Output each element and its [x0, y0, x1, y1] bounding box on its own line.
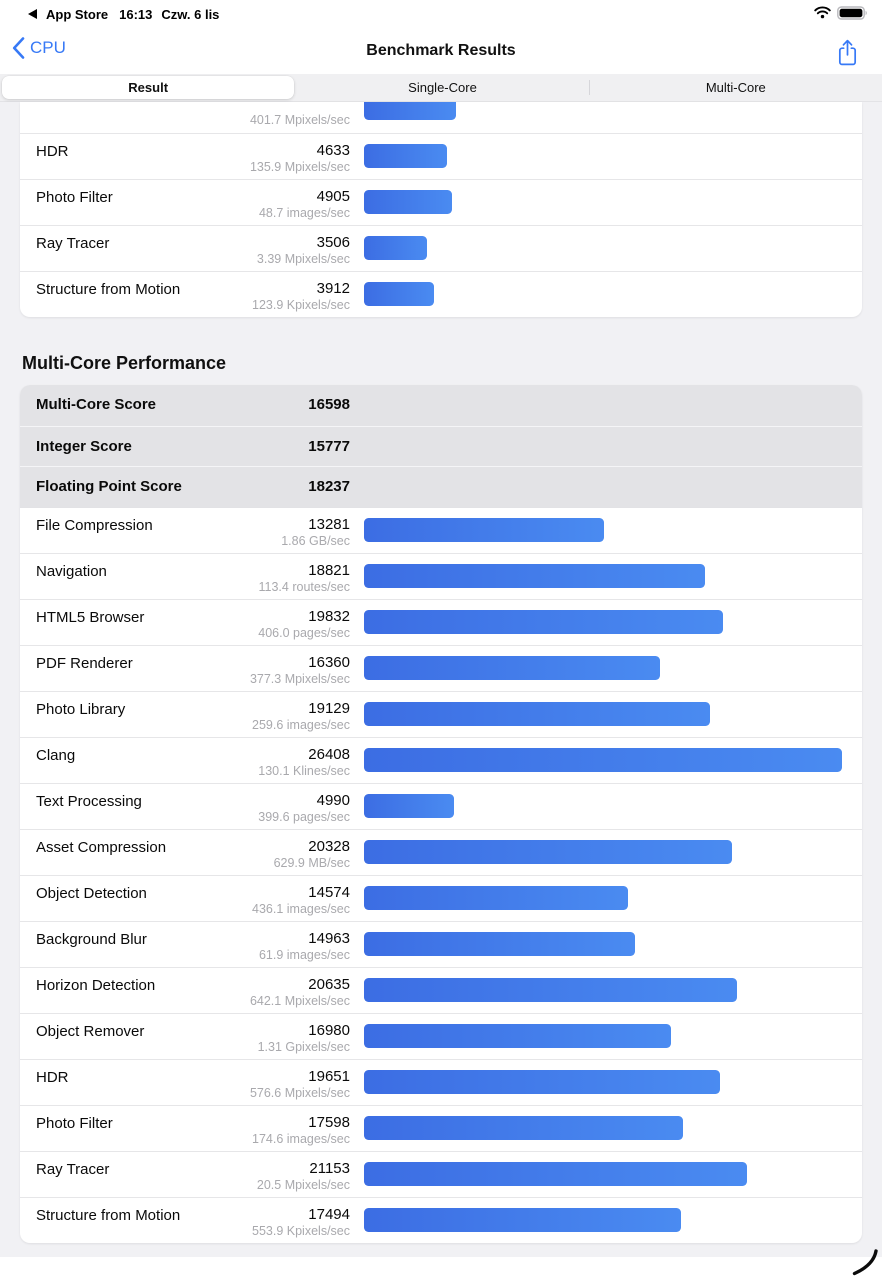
benchmark-score: 16360 — [308, 653, 350, 671]
score-bar — [364, 656, 660, 680]
benchmark-throughput: 61.9 images/sec — [258, 947, 350, 962]
summary-label: Floating Point Score — [36, 478, 182, 495]
score-bar — [364, 236, 427, 260]
benchmark-score: 20328 — [308, 837, 350, 855]
summary-row — [20, 466, 862, 507]
benchmark-score: 19832 — [308, 607, 350, 625]
benchmark-score: 4990 — [316, 791, 350, 809]
benchmark-throughput: 130.1 Klines/sec — [258, 763, 350, 778]
status-bar — [0, 0, 882, 28]
score-bar — [364, 190, 452, 214]
benchmark-score: 13281 — [308, 515, 350, 533]
benchmark-name: Photo Filter — [36, 1114, 113, 1132]
benchmark-row — [20, 507, 862, 553]
results-scroll-area[interactable] — [0, 102, 882, 1257]
benchmark-score: 3912 — [316, 280, 350, 297]
benchmark-score: 19129 — [308, 699, 350, 717]
score-bar — [364, 564, 705, 588]
benchmark-name: Horizon Detection — [36, 976, 156, 994]
wifi-icon — [814, 6, 831, 22]
benchmark-name: Text Processing — [36, 792, 142, 810]
benchmark-throughput: 399.6 pages/sec — [258, 809, 350, 824]
status-date: Czw. 6 lis — [161, 6, 220, 22]
benchmark-score: 19651 — [308, 1067, 350, 1085]
benchmark-throughput: 174.6 images/sec — [252, 1131, 350, 1146]
benchmark-name: File Compression — [36, 516, 153, 534]
benchmark-throughput: 113.4 routes/sec — [258, 579, 350, 594]
benchmark-row — [20, 737, 862, 783]
benchmark-name: Photo Library — [36, 700, 126, 718]
benchmark-throughput: 406.0 pages/sec — [258, 625, 350, 640]
benchmark-row — [20, 1059, 862, 1105]
benchmark-score: 20635 — [308, 975, 350, 993]
benchmark-throughput: 259.6 images/sec — [252, 717, 350, 732]
benchmark-row — [20, 133, 862, 179]
tab-single-core[interactable] — [296, 74, 588, 101]
benchmark-row — [20, 645, 862, 691]
benchmark-row — [20, 1151, 862, 1197]
nav-bar — [0, 28, 882, 74]
benchmark-row — [20, 1013, 862, 1059]
share-button[interactable] — [832, 36, 862, 68]
score-bar — [364, 702, 710, 726]
loading-arc-icon — [840, 1244, 882, 1280]
score-bar — [364, 518, 604, 542]
benchmark-score: 4633 — [316, 142, 350, 159]
benchmark-row — [20, 179, 862, 225]
benchmark-name: Ray Tracer — [36, 235, 110, 252]
score-bar — [364, 610, 723, 634]
score-bar — [364, 748, 842, 772]
benchmark-score: 26408 — [308, 745, 350, 763]
benchmark-name: Photo Filter — [36, 189, 113, 206]
multi-core-section-heading: Multi-Core Performance — [22, 353, 227, 373]
score-bar — [364, 840, 732, 864]
tab-multi-core-label: Multi-Core — [705, 80, 766, 95]
benchmark-name: Object Remover — [36, 1022, 145, 1040]
benchmark-throughput: 20.5 Mpixels/sec — [256, 1177, 350, 1192]
benchmark-throughput: 553.9 Kpixels/sec — [252, 1223, 350, 1238]
score-bar — [364, 102, 456, 120]
status-time: 16:13 — [119, 6, 153, 22]
benchmark-name: HTML5 Browser — [36, 608, 145, 626]
page-title: Benchmark Results — [366, 42, 516, 59]
benchmark-name: Structure from Motion — [36, 1206, 181, 1224]
score-bar — [364, 932, 635, 956]
benchmark-name: Object Detection — [36, 884, 147, 902]
score-bar — [364, 1024, 671, 1048]
benchmark-score: 17494 — [308, 1205, 350, 1223]
benchmark-name: Structure from Motion — [36, 281, 181, 298]
summary-label: Multi-Core Score — [36, 396, 157, 413]
benchmark-throughput: 135.9 Mpixels/sec — [249, 160, 350, 174]
tab-single-core-label: Single-Core — [408, 80, 477, 95]
tab-result[interactable] — [2, 76, 294, 99]
back-button-label: CPU — [30, 38, 66, 57]
benchmark-name: HDR — [36, 1068, 69, 1086]
benchmark-score: 4905 — [316, 188, 350, 205]
score-bar — [364, 1162, 747, 1186]
segmented-control — [0, 74, 882, 102]
score-bar — [364, 1070, 720, 1094]
summary-label: Integer Score — [36, 437, 132, 455]
summary-value: 16598 — [308, 396, 350, 413]
benchmark-throughput: 642.1 Mpixels/sec — [249, 993, 350, 1008]
benchmark-throughput: 48.7 images/sec — [258, 206, 350, 220]
benchmark-row — [20, 225, 862, 271]
benchmark-score: 21153 — [309, 1159, 350, 1177]
benchmark-name: PDF Renderer — [36, 654, 133, 672]
score-bar — [364, 1208, 681, 1232]
benchmark-row — [20, 829, 862, 875]
benchmark-name: HDR — [36, 143, 69, 160]
benchmark-throughput: 576.6 Mpixels/sec — [249, 1085, 350, 1100]
benchmark-row — [20, 599, 862, 645]
benchmark-throughput: 629.9 MB/sec — [273, 855, 350, 870]
score-bar — [364, 282, 434, 306]
summary-row — [20, 426, 862, 467]
benchmark-throughput: 3.39 Mpixels/sec — [256, 252, 350, 266]
summary-row — [20, 385, 862, 426]
benchmark-row-partial — [20, 102, 862, 133]
benchmark-row — [20, 921, 862, 967]
benchmark-throughput: 1.31 Gpixels/sec — [257, 1039, 350, 1054]
benchmark-throughput: 377.3 Mpixels/sec — [249, 671, 350, 686]
benchmark-row — [20, 967, 862, 1013]
back-to-app-button[interactable] — [0, 7, 219, 22]
single-core-results-card — [20, 102, 862, 317]
benchmark-name: Asset Compression — [36, 838, 167, 856]
summary-value: 15777 — [308, 437, 350, 455]
benchmark-row — [20, 1105, 862, 1151]
benchmark-score: 16980 — [308, 1021, 350, 1039]
score-bar — [364, 1116, 683, 1140]
share-icon — [836, 38, 859, 67]
benchmark-name: Ray Tracer — [36, 1160, 110, 1178]
benchmark-throughput: 123.9 Kpixels/sec — [252, 298, 350, 312]
benchmark-throughput: 1.86 GB/sec — [281, 533, 350, 548]
benchmark-score: 18821 — [308, 561, 350, 579]
benchmark-score: 14963 — [308, 929, 350, 947]
benchmark-score: 3506 — [316, 234, 350, 251]
benchmark-name: Background Blur — [36, 930, 147, 948]
back-to-app-label: App Store — [46, 6, 109, 22]
score-bar — [364, 886, 628, 910]
benchmark-row — [20, 875, 862, 921]
benchmark-name: Navigation — [36, 562, 107, 580]
score-bar — [364, 794, 454, 818]
benchmark-row — [20, 783, 862, 829]
back-to-app-icon — [28, 9, 37, 19]
benchmark-throughput: 401.7 Mpixels/sec — [249, 113, 350, 127]
benchmark-row — [20, 691, 862, 737]
benchmark-name: Clang — [36, 746, 76, 764]
tab-multi-core[interactable] — [590, 74, 882, 101]
tab-result-label: Result — [128, 80, 169, 95]
benchmark-throughput: 436.1 images/sec — [252, 901, 350, 916]
score-bar — [364, 978, 737, 1002]
benchmark-score: 17598 — [308, 1113, 350, 1131]
benchmark-score: 14574 — [308, 883, 350, 901]
benchmark-row — [20, 553, 862, 599]
benchmark-row — [20, 1197, 862, 1243]
battery-icon — [837, 6, 868, 23]
summary-value: 18237 — [308, 478, 350, 495]
score-bar — [364, 144, 447, 168]
multi-core-results-card — [20, 385, 862, 1243]
benchmark-row — [20, 271, 862, 317]
